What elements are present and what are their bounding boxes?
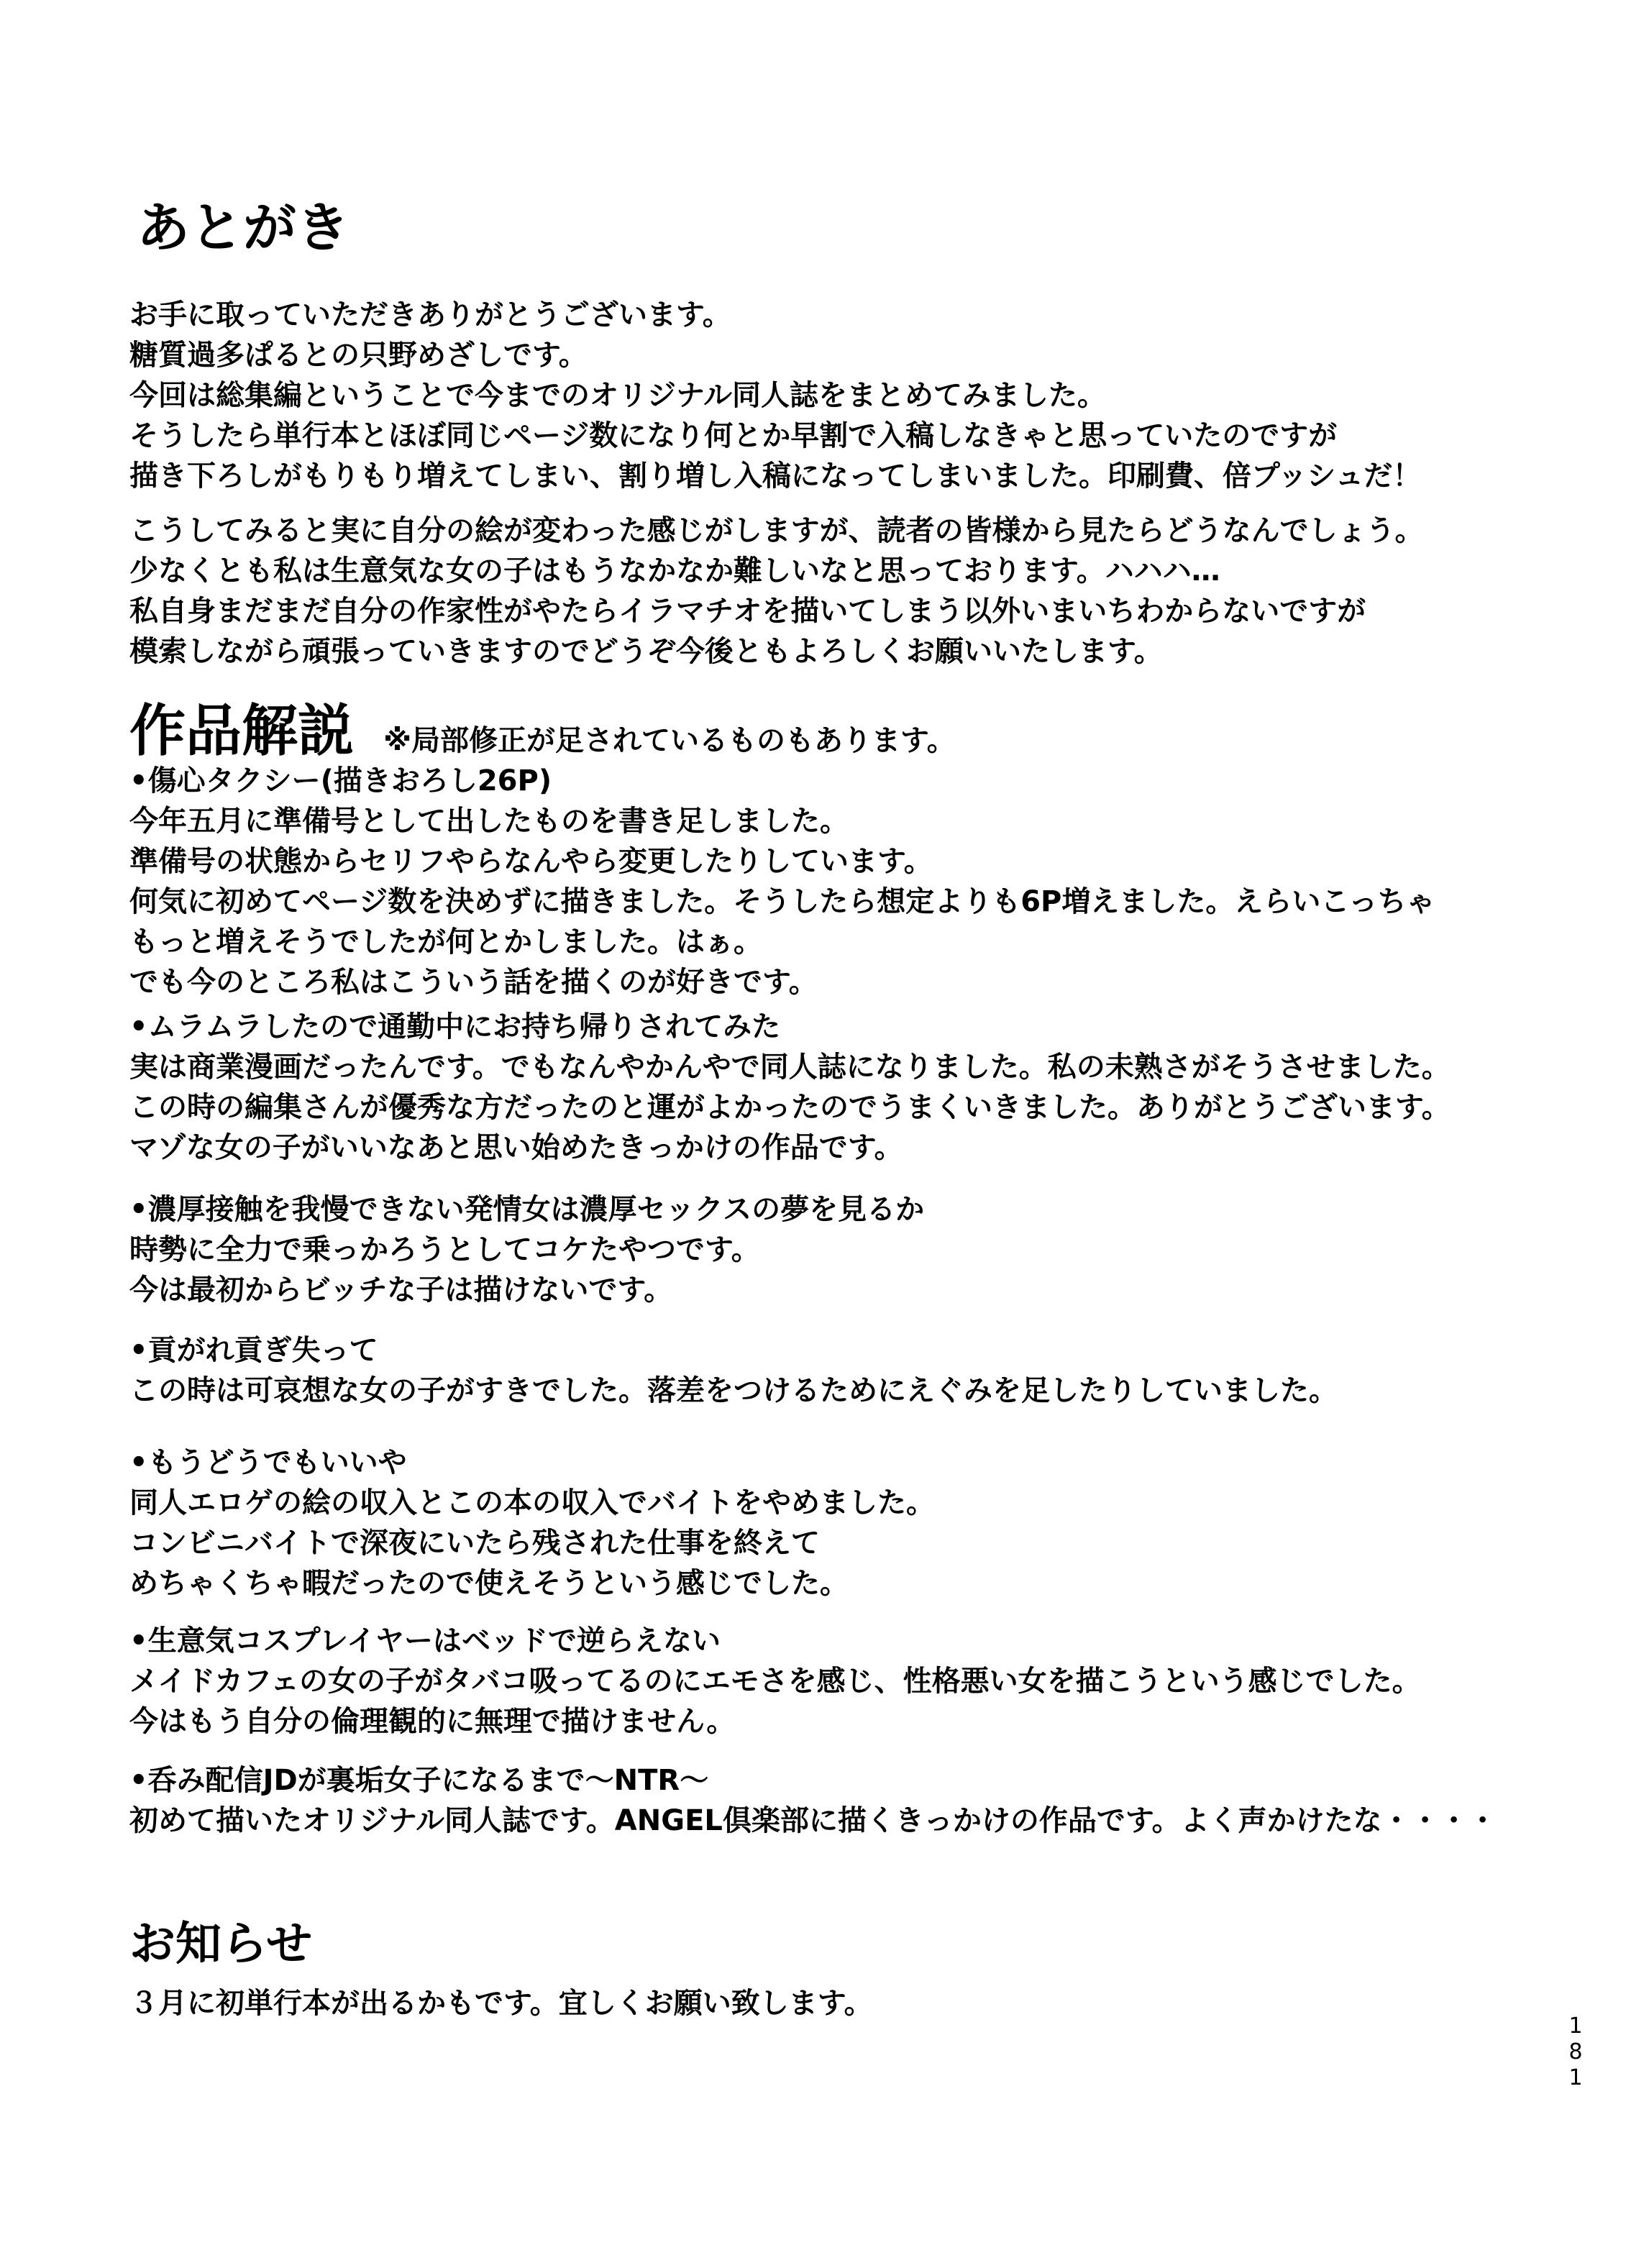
text-line: 時勢に全力で乗っかろうとしてコケたやつです。 bbox=[129, 1233, 760, 1266]
text-line: そうしたら単行本とほぼ同じページ数になり何とか早割で入稿しなきゃと思っていたのですが bbox=[129, 419, 1338, 452]
work-item bbox=[129, 1007, 1450, 1168]
text-line: 模索しながら頑張っていきますのでどうぞ今後ともよろしくお願いいたします。 bbox=[129, 635, 1163, 668]
text-line: もっと増えそうでしたが何とかしました。はぁ。 bbox=[129, 925, 762, 959]
page-number-digit: 1 bbox=[1568, 2065, 1583, 2090]
text-line: 何気に初めてページ数を決めずに描きました。そうしたら想定よりも6P増えました。えらいこっちゃ bbox=[129, 885, 1435, 918]
text-line: 私自身まだまだ自分の作家性がやたらイラマチオを描いてしまう以外いまいちわからないですが bbox=[129, 595, 1366, 628]
work-title: •生意気コスプレイヤーはベッドで逆らえない bbox=[129, 1624, 721, 1657]
text-line: お手に取っていただきありがとうございます。 bbox=[129, 298, 731, 331]
work-item bbox=[129, 1621, 1421, 1742]
text-line: 今年五月に準備号として出したものを書き足しました。 bbox=[129, 805, 849, 838]
work-title: •呑み配信JDが裏垢女子になるまで〜NTR〜 bbox=[129, 1764, 709, 1797]
text-line: 少なくとも私は生意気な女の子はもうなかなか難しいなと思っております。ハハハ… bbox=[129, 554, 1220, 587]
text-line: この時は可哀想な女の子がすきでした。落差をつけるためにえぐみを足したりしていました。 bbox=[129, 1374, 1338, 1407]
afterword-paragraph-2 bbox=[129, 511, 1424, 672]
text-line: 実は商業漫画だったんです。でもなんやかんやで同人誌になりました。私の未熟さがそうさせました。 bbox=[129, 1051, 1450, 1084]
afterword-paragraph-1 bbox=[129, 295, 1421, 496]
work-title: •ムラムラしたので通勤中にお持ち帰りされてみた bbox=[129, 1010, 781, 1043]
page-number-digit: 8 bbox=[1568, 2039, 1583, 2064]
text-line: 準備号の状態からセリフやらなんやら変更したりしています。 bbox=[129, 845, 933, 878]
page-number bbox=[1565, 2013, 1586, 2091]
works-note: ※局部修正が足されているものもあります。 bbox=[383, 724, 956, 757]
works-heading bbox=[129, 699, 956, 764]
work-item bbox=[129, 761, 1435, 1002]
work-title: •貢がれ貢ぎ失って bbox=[129, 1334, 378, 1367]
afterword-title: あとがき bbox=[137, 197, 350, 259]
text-line: マゾな女の子がいいなあと思い始めたきっかけの作品です。 bbox=[129, 1131, 903, 1164]
text-line: メイドカフェの女の子がタバコ吸ってるのにエモさを感じ、性格悪い女を描こうという感じでした。 bbox=[129, 1665, 1421, 1698]
notice-body bbox=[129, 1983, 873, 2024]
text-line: 描き下ろしがもりもり増えてしまい、割り増し入稿になってしまいました。印刷費、倍プッシュだ！ bbox=[129, 459, 1422, 493]
works-title: 作品解説 bbox=[129, 699, 355, 764]
text-line: 今は最初からビッチな子は描けないです。 bbox=[129, 1274, 673, 1307]
text-line: 今回は総集編ということで今までのオリジナル同人誌をまとめてみました。 bbox=[129, 379, 1106, 412]
text-line: 同人エロゲの絵の収入とこの本の収入でバイトをやめました。 bbox=[129, 1486, 935, 1519]
work-item bbox=[129, 1330, 1338, 1411]
work-title: •傷心タクシー(描きおろし26P) bbox=[129, 764, 552, 797]
work-item bbox=[129, 1760, 1497, 1841]
text-line: めちゃくちゃ暇だったので使えそうという感じでした。 bbox=[129, 1567, 849, 1600]
work-title: •濃厚接触を我慢できない発情女は濃厚セックスの夢を見るか bbox=[129, 1193, 925, 1226]
text-line: 今はもう自分の倫理観的に無理で描けません。 bbox=[129, 1705, 736, 1738]
text-line: こうしてみると実に自分の絵が変わった感じがしますが、読者の皆様から見たらどうなんでしょう。 bbox=[129, 514, 1424, 547]
work-item bbox=[129, 1189, 924, 1310]
work-title: •もうどうでもいいや bbox=[129, 1446, 407, 1479]
work-item bbox=[129, 1442, 935, 1604]
text-line: ３月に初単行本が出るかもです。宜しくお願い致します。 bbox=[129, 1987, 873, 2020]
page-number-digit: 1 bbox=[1568, 2013, 1583, 2039]
text-line: 初めて描いたオリジナル同人誌です。ANGEL倶楽部に描くきっかけの作品です。よく声かけたな・・・・ bbox=[129, 1804, 1497, 1837]
text-line: 糖質過多ぱるとの只野めざしです。 bbox=[129, 339, 588, 372]
notice-title: お知らせ bbox=[129, 1918, 313, 1971]
text-line: コンビニバイトで深夜にいたら残された仕事を終えて bbox=[129, 1527, 820, 1560]
text-line: でも今のところ私はこういう話を描くのが好きです。 bbox=[129, 966, 818, 999]
text-line: この時の編集さんが優秀な方だったのと運がよかったのでうまくいきました。ありがとうございます。 bbox=[129, 1091, 1450, 1124]
